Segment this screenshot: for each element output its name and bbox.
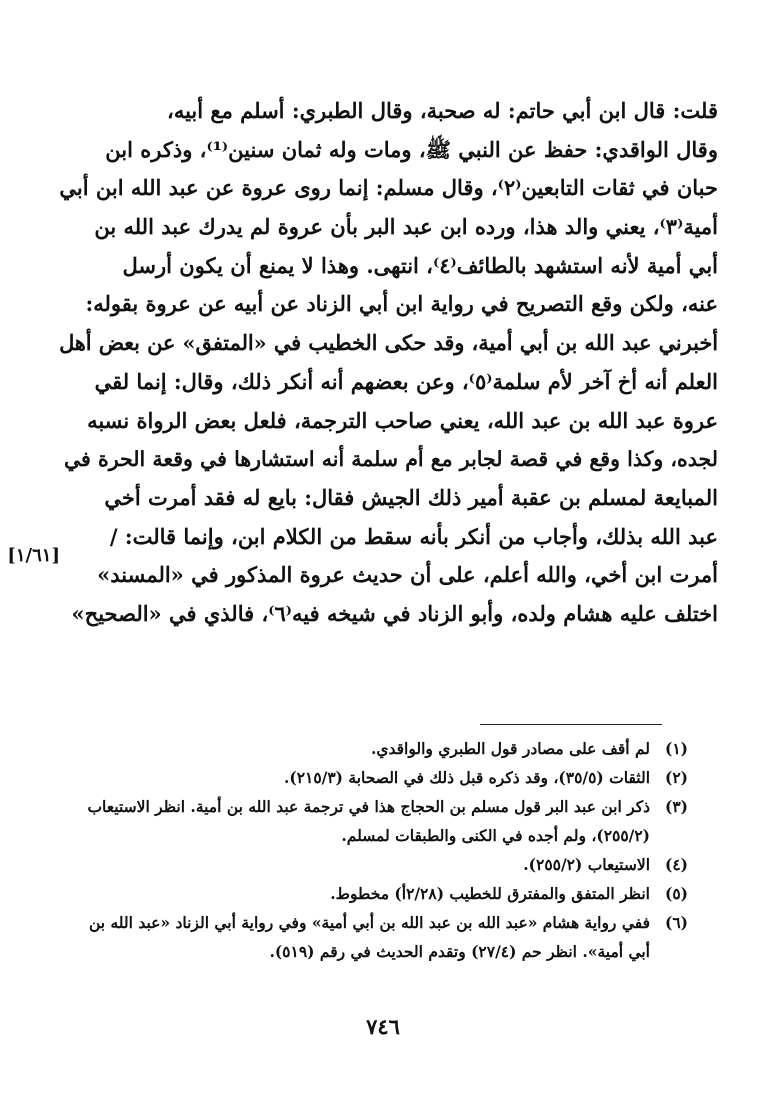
- main-text-line: عروة عبد الله بن عبد الله، يعني صاحب الترجمة، فلعل بعض الرواة نسبه: [87, 407, 718, 433]
- main-text-line: وقال الواقدي: حفظ عن النبي ﷺ، ومات وله ثمان سنين⁽¹⁾، وذكره ابن: [105, 136, 718, 162]
- main-text-line: المبايعة لمسلم بن عقبة أمير ذلك الجيش فقال: بايع له فقد أمرت أخي: [104, 484, 718, 510]
- main-text-line: لجده، وكذا وقع في قصة لجابر مع أم سلمة أنه استشارها في وقعة الحرة في: [63, 447, 718, 472]
- main-text-line: العلم أنه أخ آخر لأم سلمة⁽٥⁾، وعن بعضهم أنه أنكر ذلك، وقال: إنما لقي: [94, 368, 718, 394]
- footnote-text: انظر المتفق والمفترق للخطيب (٢/٢٨أ) مخطوط.: [330, 884, 650, 903]
- footnote: [60, 850, 688, 879]
- main-text-line: قلت: قال ابن أبي حاتم: له صحبة، وقال الطبري: أسلم مع أبيه،: [167, 98, 718, 123]
- main-text-line: اختلف عليه هشام ولده، وأبو الزناد في شيخه فيه⁽٦⁾، فالذي في «الصحيح»: [71, 600, 718, 626]
- main-text-block: [58, 92, 718, 634]
- footnote: [60, 908, 688, 966]
- main-text-line: أبي أمية لأنه استشهد بالطائف⁽٤⁾، انتهى. وهذا لا يمنع أن يكون أرسل: [122, 252, 718, 278]
- footnote-number: (٢): [664, 768, 688, 787]
- main-text-line: أمرت ابن أخي، والله أعلم، على أن حديث عروة المذكور في «المسند»: [97, 562, 718, 588]
- main-text-line: أخبرني عبد الله بن أبي أمية، وقد حكى الخطيب في «المتفق» عن بعض أهل: [59, 331, 718, 356]
- main-text-line: أمية⁽٣⁾، يعني والد هذا، ورده ابن عبد البر بأن عروة لم يدرك عبد الله بن: [94, 214, 718, 240]
- footnote-text: الاستيعاب (٢٥٥/٢).: [523, 855, 650, 874]
- main-text-line: عنه، ولكن وقع التصريح في رواية ابن أبي الزناد عن أبيه عن عروة بقوله:: [85, 291, 718, 317]
- footnote: [60, 792, 688, 850]
- main-text-line: حبان في ثقات التابعين⁽٢⁾، وقال مسلم: إنما روى عروة عن عبد الله ابن أبي: [59, 175, 718, 201]
- footnote-separator: [480, 724, 662, 725]
- footnote-number: (٣): [664, 797, 688, 816]
- page-number: ٧٤٦: [366, 1014, 400, 1039]
- main-text-line: عبد الله بذلك، وأجاب من أنكر بأنه سقط من الكلام ابن، وإنما قالت: /: [109, 523, 718, 549]
- footnote-text: أبي أمية». انظر حم (٢٧/٤) وتقدم الحديث في رقم (٥١٩).: [269, 942, 650, 961]
- footnote: [60, 879, 688, 908]
- footnote-number: (١): [664, 739, 688, 758]
- footnote-number: (٦): [664, 913, 688, 932]
- footnote-text: لم أقف على مصادر قول الطبري والواقدي.: [370, 739, 650, 758]
- footnotes: [60, 734, 688, 966]
- footnote-text: ذكر ابن عبد البر قول مسلم بن الحجاج هذا في ترجمة عبد الله بن أمية. انظر الاستيعاب: [87, 797, 650, 816]
- footnote-number: (٤): [664, 855, 688, 874]
- margin-volume-page-ref: [١/٦١]: [7, 545, 60, 566]
- footnote: [60, 763, 688, 792]
- footnote-text: (٢٥٥/٢)، ولم أجده في الكنى والطبقات لمسلم.: [341, 826, 650, 845]
- footnote-text: الثقات (٣٥/٥)، وقد ذكره قبل ذلك في الصحابة (٢١٥/٣).: [283, 768, 650, 787]
- footnote-number: (٥): [664, 884, 688, 903]
- footnote-text: ففي رواية هشام «عبد الله بن عبد الله بن أبي أمية» وفي رواية أبي الزناد «عبد الله بن: [88, 913, 650, 932]
- footnote: [60, 734, 688, 763]
